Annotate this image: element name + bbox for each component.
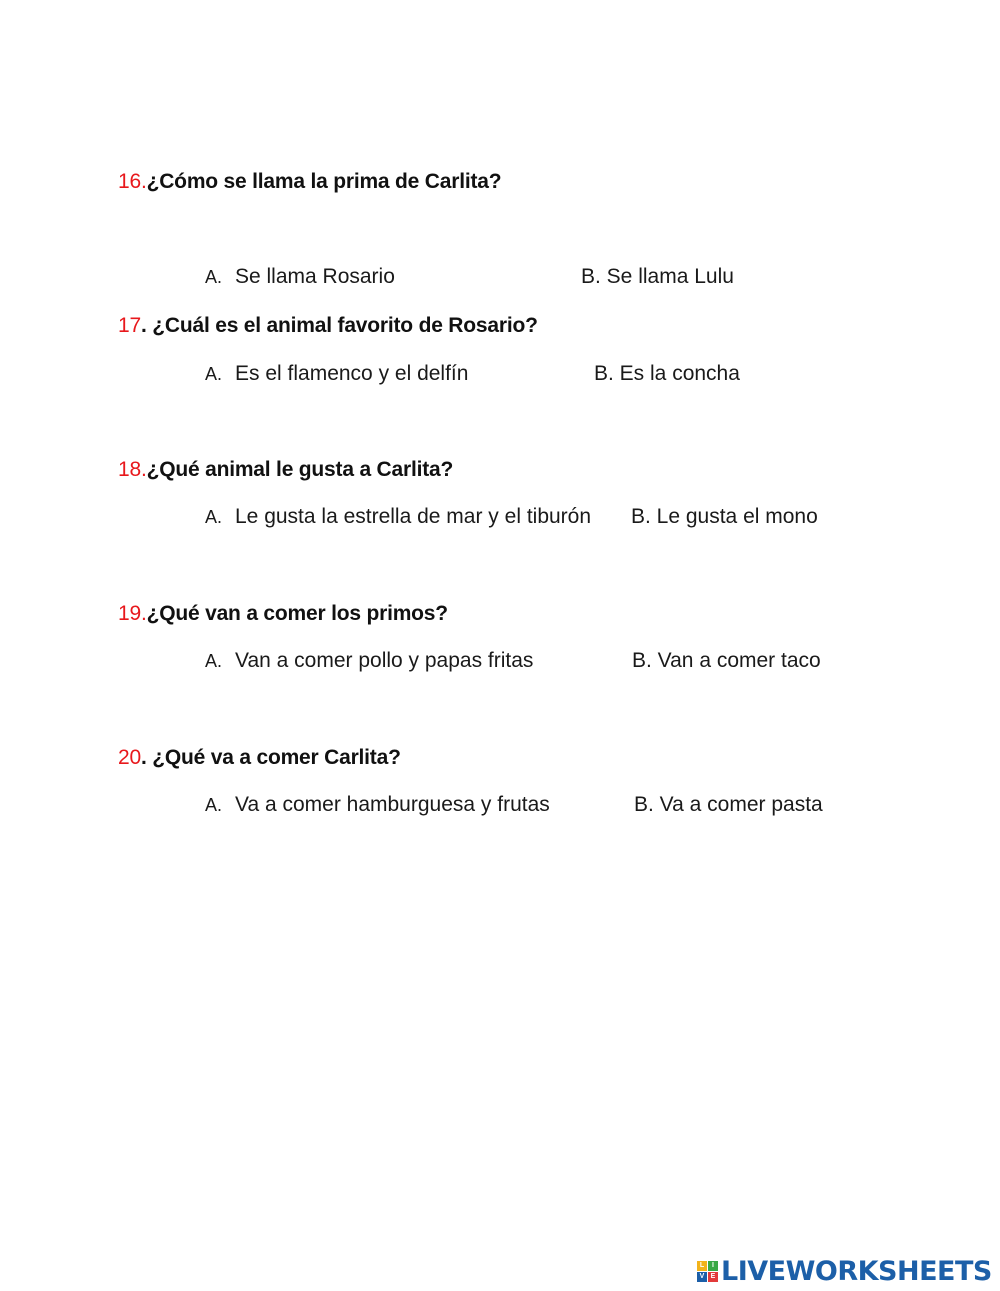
- question-18: [118, 458, 453, 482]
- option-text: B. Es la concha: [594, 362, 740, 385]
- logo-icon-letter: L: [697, 1261, 707, 1271]
- option-text: Van a comer pollo y papas fritas: [235, 649, 534, 672]
- question-text: ¿Cuál es el animal favorito de Rosario?: [152, 314, 538, 337]
- question-separator: .: [140, 314, 153, 337]
- logo-icon-letter: E: [708, 1272, 718, 1282]
- question-text: ¿Qué va a comer Carlita?: [152, 746, 401, 769]
- option-text: B. Le gusta el mono: [631, 505, 818, 528]
- liveworksheets-logo-icon: [697, 1261, 718, 1282]
- option-text: Es el flamenco y el delfín: [235, 362, 469, 385]
- option-a[interactable]: [205, 649, 533, 673]
- option-b[interactable]: [631, 505, 818, 529]
- option-b[interactable]: [634, 793, 823, 817]
- option-a[interactable]: [205, 265, 395, 289]
- option-letter: A.: [205, 364, 223, 384]
- question-number: 19.: [118, 602, 147, 625]
- question-16: [118, 170, 501, 194]
- logo-icon-letter: I: [708, 1261, 718, 1271]
- option-b[interactable]: [632, 649, 821, 673]
- question-text: ¿Qué animal le gusta a Carlita?: [146, 458, 454, 481]
- option-letter: A.: [205, 651, 223, 671]
- logo-text: LIVEWORKSHEETS: [721, 1255, 992, 1287]
- option-text: B. Se llama Lulu: [581, 265, 734, 288]
- option-text: B. Va a comer pasta: [634, 793, 823, 816]
- option-text: Va a comer hamburguesa y frutas: [235, 793, 550, 816]
- option-text: B. Van a comer taco: [632, 649, 821, 672]
- question-text: ¿Cómo se llama la prima de Carlita?: [146, 170, 502, 193]
- question-number: 17: [118, 314, 141, 337]
- option-text: Se llama Rosario: [235, 265, 395, 288]
- option-b[interactable]: [581, 265, 734, 289]
- option-a[interactable]: [205, 793, 550, 817]
- question-19: [118, 602, 448, 626]
- question-separator: .: [140, 746, 153, 769]
- logo-icon-letter: V: [697, 1272, 707, 1282]
- liveworksheets-logo[interactable]: [697, 1255, 992, 1287]
- option-text: Le gusta la estrella de mar y el tiburón: [235, 505, 592, 528]
- question-17: [118, 314, 538, 338]
- question-number: 20: [118, 746, 141, 769]
- option-letter: A.: [205, 795, 223, 815]
- option-b[interactable]: [594, 362, 740, 386]
- question-number: 16.: [118, 170, 147, 193]
- option-a[interactable]: [205, 505, 591, 529]
- option-a[interactable]: [205, 362, 468, 386]
- question-number: 18.: [118, 458, 147, 481]
- option-letter: A.: [205, 507, 223, 527]
- question-20: [118, 746, 401, 770]
- question-text: ¿Qué van a comer los primos?: [146, 602, 448, 625]
- option-letter: A.: [205, 267, 223, 287]
